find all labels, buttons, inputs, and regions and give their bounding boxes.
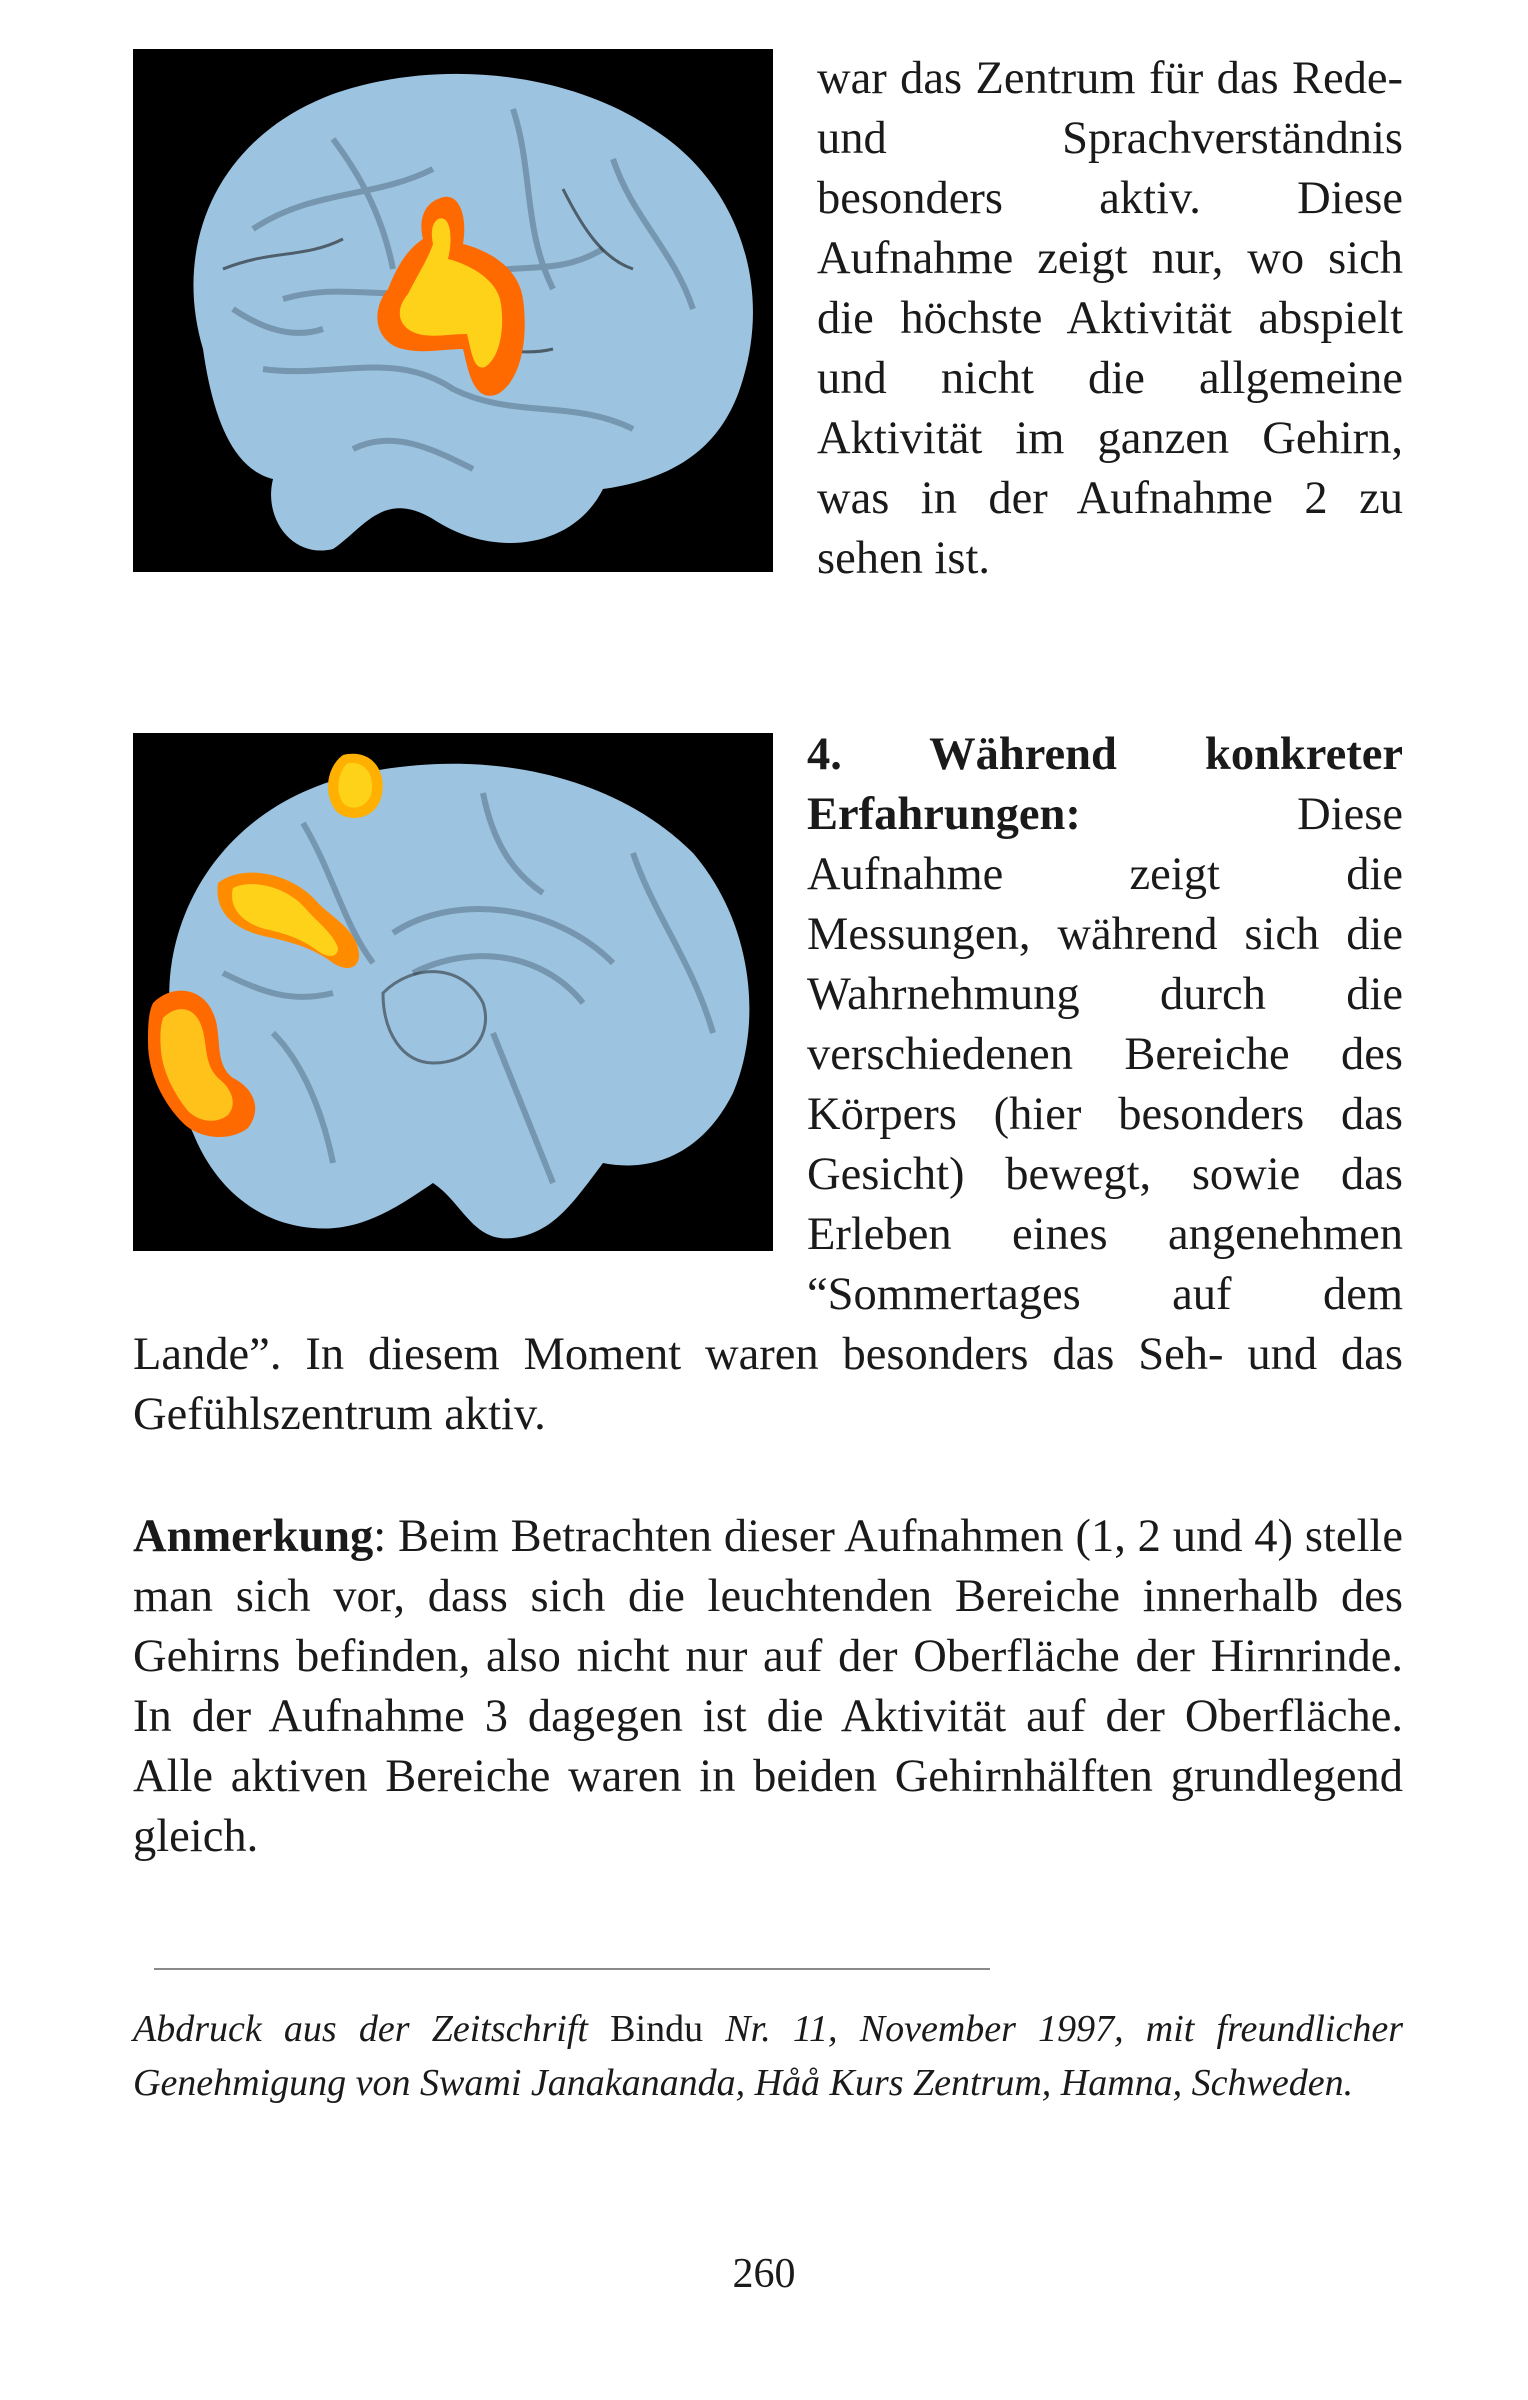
brain-scan-image-4 (133, 733, 773, 1251)
section-4-body: Diese Aufnahme zeigt die Messungen, während sich die Wahrnehmung durch die verschiedenen Bereiche des Körpers (hier besonders das Gesicht) bewegt, sowie das Erleben eines angenehmen “Sommertages auf dem Lande”. In diesem Moment waren besonders das Seh- und das Gefühlszentrum aktiv. (133, 789, 1403, 1440)
brain-scan-lateral-icon (133, 49, 773, 572)
note-body: : Beim Betrachten dieser Aufnahmen (1, 2 und 4) stelle man sich vor, dass sich die leuchtenden Bereiche innerhalb des Gehirns befinden, also nicht nur auf der Oberfläche der Hirnrinde. In der Aufnahme 3 dagegen ist die Aktivität auf der Oberfläche. Alle aktiven Bereiche waren in beiden Gehirnhälften grundlegend gleich. (133, 1511, 1403, 1862)
credit-publication: Bindu (610, 2008, 704, 2050)
credit-part-1: Abdruck aus der Zeitschrift (133, 2008, 611, 2050)
section-3-text: war das Zentrum für das Rede- und Sprachverständnis besonders aktiv. Diese Aufnahme zeigt nur, wo sich die höchste Aktivität abspielt und nicht die allgemeine Aktivität im ganzen Gehirn, was in der Aufnahme 2 zu sehen ist. (817, 53, 1403, 584)
page-content (133, 55, 1403, 1867)
note-label: Anmerkung (133, 1511, 374, 1562)
section-4-block (133, 725, 1403, 1445)
brain-scan-image-3 (133, 49, 773, 572)
credit-part-2: Nr. 11, November 1997, mit freundlicher Genehmigung von Swami Janakananda, Håå Kurs Zentrum, Hamna, Schweden. (133, 2008, 1403, 2104)
footnote-divider (154, 1968, 990, 1970)
source-credit (133, 2002, 1403, 2110)
page-number: 260 (732, 2251, 796, 2297)
brain-scan-sagittal-icon (133, 733, 773, 1251)
section-4-heading: 4. Während konkreter Erfahrungen: (807, 729, 1403, 840)
section-3-block (133, 49, 1403, 649)
note-paragraph (133, 1507, 1403, 1867)
